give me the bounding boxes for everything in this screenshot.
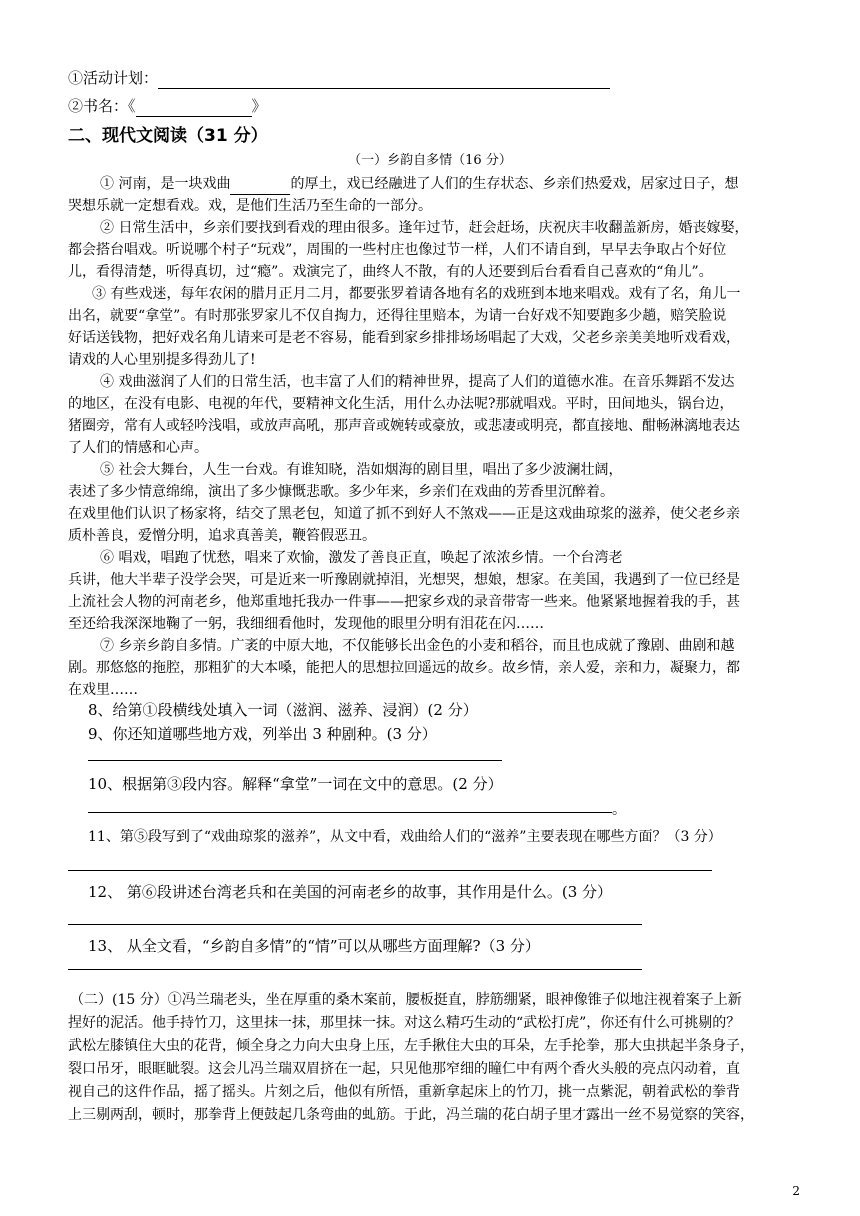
paragraph-2-line-3: 儿，看得清楚，听得真切，过“瘾”。戏演完了，曲终人不散，有的人还要到后台看看自己喜欢的“角儿”。 [68, 264, 713, 280]
paragraph-4-line-4: 了人们的情感和心声。 [68, 440, 208, 456]
paragraph-1-text-a: ① 河南，是一块戏曲 [100, 176, 231, 192]
paragraph-1-blank[interactable] [230, 174, 290, 195]
question-10-answer-line[interactable] [88, 812, 612, 813]
question-13: 13、 从全文看，“乡韵自多情”的“情”可以从哪些方面理解?（3 分） [88, 937, 540, 955]
paragraph-5-line-4: 质朴善良，爱憎分明，追求真善美，鞭笞假恶丑。 [68, 528, 376, 544]
paragraph-7-line-1: ⑦ 乡亲乡韵自多情。广袤的中原大地，不仅能够长出金色的小麦和稻谷，而且也成就了豫剧、曲剧和越 [100, 638, 735, 654]
question-9: 9、你还知道哪些地方戏，列举出 3 种剧种。(3 分） [88, 725, 437, 743]
passage-2-line-3: 武松左膝镇住大虫的花背，倾全身之力向大虫身上压，左手揪住大虫的耳朵，左手抡拳，那大虫拱起半条身子， [68, 1038, 754, 1054]
question-12-answer-line[interactable] [68, 924, 642, 925]
activity-plan-blank[interactable] [158, 68, 610, 89]
paragraph-6-line-3: 上流社会人物的河南老乡，他郑重地托我办一件事——把家乡戏的录音带寄一些来。他紧紧地握着我的手，甚 [68, 594, 740, 610]
paragraph-2-line-2: 都会搭台唱戏。听说哪个村子“玩戏”，周围的一些村庄也像过节一样，人们不请自到，早早去争取占个好位 [68, 242, 727, 258]
question-11: 11、第⑤段写到了“戏曲琼浆的滋养”，从文中看，戏曲给人们的“滋养”主要表现在哪些方面？（3 分） [88, 829, 722, 845]
paragraph-5-line-1: ⑤ 社会大舞台，人生一台戏。有谁知晓，浩如烟海的剧目里，唱出了多少波澜壮阔， [100, 462, 623, 478]
paragraph-1-line-2: 哭想乐就一定想看戏。戏，是他们生活乃至生命的一部分。 [68, 198, 432, 214]
paragraph-5-line-3: 在戏里他们认识了杨家将，结交了黑老包，知道了抓不到好人不煞戏——正是这戏曲琼浆的滋养，使父老乡亲 [68, 506, 740, 522]
passage-2-line-4: 裂口吊牙，眼眶眦裂。这会儿冯兰瑞双眉挤在一起，只见他那窄细的瞳仁中有两个香火头般的亮点闪动着，直 [68, 1061, 740, 1077]
paragraph-1-line-1 [100, 174, 738, 195]
paragraph-5-line-2: 表述了多少情意绵绵，演出了多少慷慨悲歌。多少年来，乡亲们在戏曲的芳香里沉醉着。 [68, 484, 614, 500]
paragraph-6-line-2: 兵讲，他大半辈子没学会哭，可是近来一听豫剧就掉泪，光想哭，想娘，想家。在美国，我遇到了一位已经是 [68, 572, 740, 588]
passage-2-line-6: 上三剔两刮，顿时，那拳背上便鼓起几条弯曲的虬筋。于此，冯兰瑞的花白胡子里才露出一丝不易觉察的笑容， [68, 1107, 754, 1123]
question-13-answer-line[interactable] [68, 969, 642, 970]
question-10-period: 。 [612, 802, 626, 818]
passage-2-line-2: 捏好的泥活。他手持竹刀，这里抹一抹，那里抹一抹。对这么精巧生动的“武松打虎”，你还有什么可挑剔的？ [68, 1015, 741, 1031]
paragraph-4-line-1: ④ 戏曲滋润了人们的日常生活，也丰富了人们的精神世界，提高了人们的道德水准。在音乐舞蹈不发达 [100, 374, 735, 390]
book-name-line [68, 96, 267, 117]
paragraph-7-line-3: 在戏里…… [68, 682, 138, 698]
question-12: 12、 第⑥段讲述台湾老兵和在美国的河南老乡的故事，其作用是什么。(3 分） [88, 883, 613, 901]
paragraph-4-line-3: 猪圈旁，常有人或轻吟浅唱，或放声高吼，那声音或婉转或豪放，或悲凄或明亮，都直接地、酣畅淋漓地表达 [68, 418, 740, 434]
question-8: 8、给第①段横线处填入一词（滋润、滋养、浸润）(2 分） [88, 701, 478, 719]
question-10: 10、根据第③段内容。解释“拿堂”一词在文中的意思。(2 分） [88, 775, 503, 793]
paragraph-2-line-1: ② 日常生活中，乡亲们要找到看戏的理由很多。逢年过节，赶会赶场，庆祝庆丰收翻盖新房，婚丧嫁娶， [100, 220, 749, 236]
passage-subtitle: （一）乡韵自多情（16 分） [348, 153, 512, 168]
passage-2-line-5: 视自己的这件作品，摇了摇头。片刻之后，他似有所悟，重新拿起床上的竹刀，挑一点紫泥，朝着武松的拳背 [68, 1084, 740, 1100]
question-9-answer-line[interactable] [88, 760, 502, 761]
paragraph-3-line-4: 请戏的人心里别提多得劲儿了! [68, 352, 256, 368]
paragraph-3-line-1: ③ 有些戏迷，每年农闲的腊月正月二月，都要张罗着请各地有名的戏班到本地来唱戏。戏有了名，角儿一 [92, 286, 741, 302]
activity-plan-line [68, 68, 610, 89]
book-name-label: ②书名：《 [68, 97, 136, 115]
paragraph-3-line-3: 好话送钱物，把好戏名角儿请来可是老不容易，能看到家乡排排场场唱起了大戏，父老乡亲美美地听戏看戏， [68, 330, 740, 346]
section-title: 二、现代文阅读（31 分） [68, 126, 268, 146]
paragraph-6-line-4: 至还给我深深地鞠了一躬，我细细看他时，发现他的眼里分明有泪花在闪…… [68, 616, 544, 632]
passage-2-line-1: （二）(15 分）①冯兰瑞老头，坐在厚重的桑木案前，腰板挺直，脖筋绷紧，眼神像锥子似地注视着案子上新 [70, 992, 742, 1008]
paragraph-1-text-b: 的厚土，戏已经融进了人们的生存状态、乡亲们热爱戏，居家过日子，想 [290, 176, 739, 192]
book-name-blank[interactable] [136, 96, 252, 117]
paragraph-7-line-2: 剧。那悠悠的拖腔，那粗犷的大本嗓，能把人的思想拉回遥远的故乡。故乡情，亲人爱，亲和力，凝聚力，都 [68, 660, 740, 676]
activity-plan-label: ①活动计划： [68, 69, 159, 87]
book-name-close: 》 [251, 97, 267, 115]
paragraph-4-line-2: 的地区，在没有电影、电视的年代，要精神文化生活，用什么办法呢?那就唱戏。平时，田间地头，锅台边， [68, 396, 734, 412]
paragraph-3-line-2: 出名，就要“拿堂”。有时那张罗家儿不仅自掏力，还得往里赔本，为请一台好戏不知要跑多少趟，赔笑脸说 [68, 308, 727, 324]
page-number: 2 [792, 1184, 800, 1198]
question-11-answer-line[interactable] [68, 870, 712, 871]
paragraph-6-line-1: ⑥ 唱戏，唱跑了忧愁，唱来了欢愉，激发了善良正直，唤起了浓浓乡情。一个台湾老 [100, 550, 623, 566]
